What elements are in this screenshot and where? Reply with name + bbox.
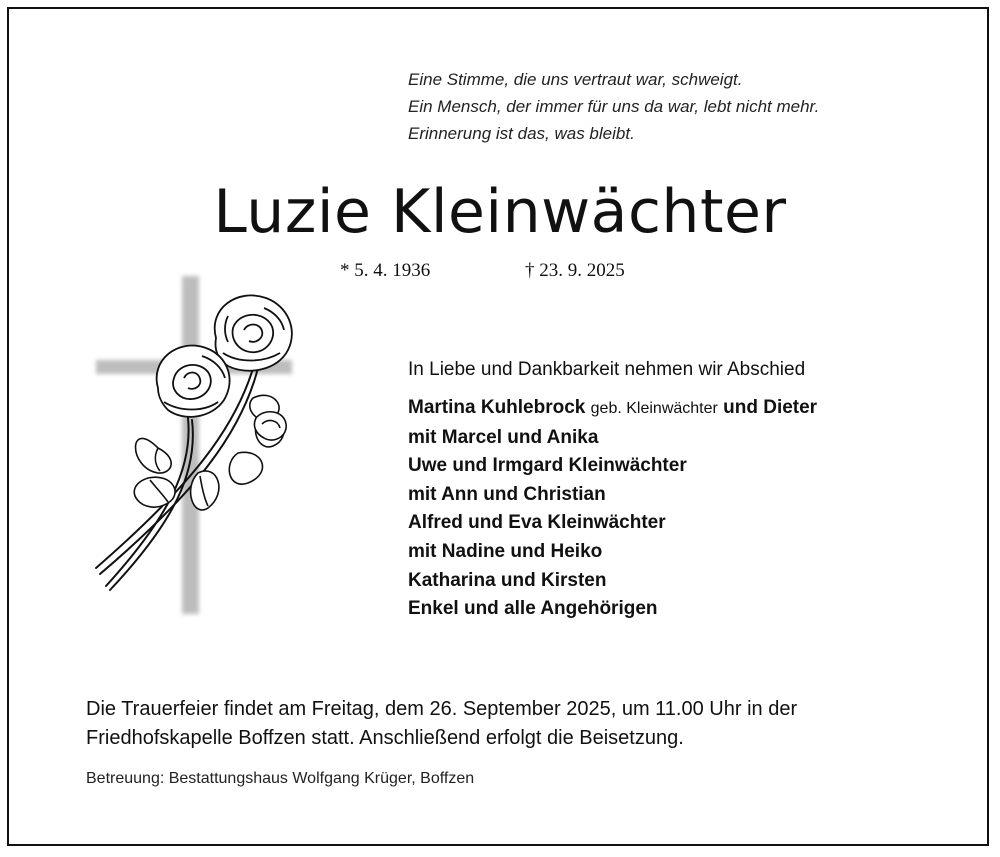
mourners-list: [408, 394, 817, 624]
rose-bud-icon: [254, 412, 286, 440]
ceremony-line: Friedhofskapelle Boffzen statt. Anschließend erfolgt die Beisetzung.: [86, 727, 684, 749]
poem-line: Ein Mensch, der immer für uns da war, lebt nicht mehr.: [408, 97, 820, 116]
mourner-partner: und Dieter: [723, 397, 818, 418]
mourner-line: mit Ann und Christian: [408, 483, 606, 505]
mourner-line: Uwe und Irmgard Kleinwächter: [408, 455, 687, 477]
birth-date: * 5. 4. 1936: [340, 260, 431, 281]
deceased-name: Luzie Kleinwächter: [213, 177, 787, 247]
mourner-line: Enkel und alle Angehörigen: [408, 598, 658, 620]
mourner-line: mit Marcel und Anika: [408, 426, 599, 448]
memorial-poem: [408, 66, 819, 147]
mourner-line: mit Nadine und Heiko: [408, 540, 603, 562]
rose-icon: [157, 346, 230, 417]
maiden-name: geb. Kleinwächter: [590, 400, 718, 417]
rose-icon: [215, 295, 292, 370]
farewell-intro: In Liebe und Dankbarkeit nehmen wir Abschied: [408, 359, 806, 380]
poem-line: Erinnerung ist das, was bleibt.: [408, 124, 635, 143]
mourner-name: Martina Kuhlebrock: [408, 397, 586, 418]
mourner-line: Katharina und Kirsten: [408, 569, 607, 591]
ceremony-info: [86, 695, 797, 753]
poem-line: Eine Stimme, die uns vertraut war, schweigt.: [408, 70, 743, 89]
mourner-line: [408, 394, 817, 424]
cross-and-roses-illustration: [88, 268, 318, 618]
mourner-line: Alfred und Eva Kleinwächter: [408, 512, 666, 534]
ceremony-line: Die Trauerfeier findet am Freitag, dem 26. September 2025, um 11.00 Uhr in der: [86, 698, 798, 720]
funeral-home-credit: Betreuung: Bestattungshaus Wolfgang Krüger, Boffzen: [86, 770, 475, 787]
death-date: † 23. 9. 2025: [525, 260, 625, 281]
